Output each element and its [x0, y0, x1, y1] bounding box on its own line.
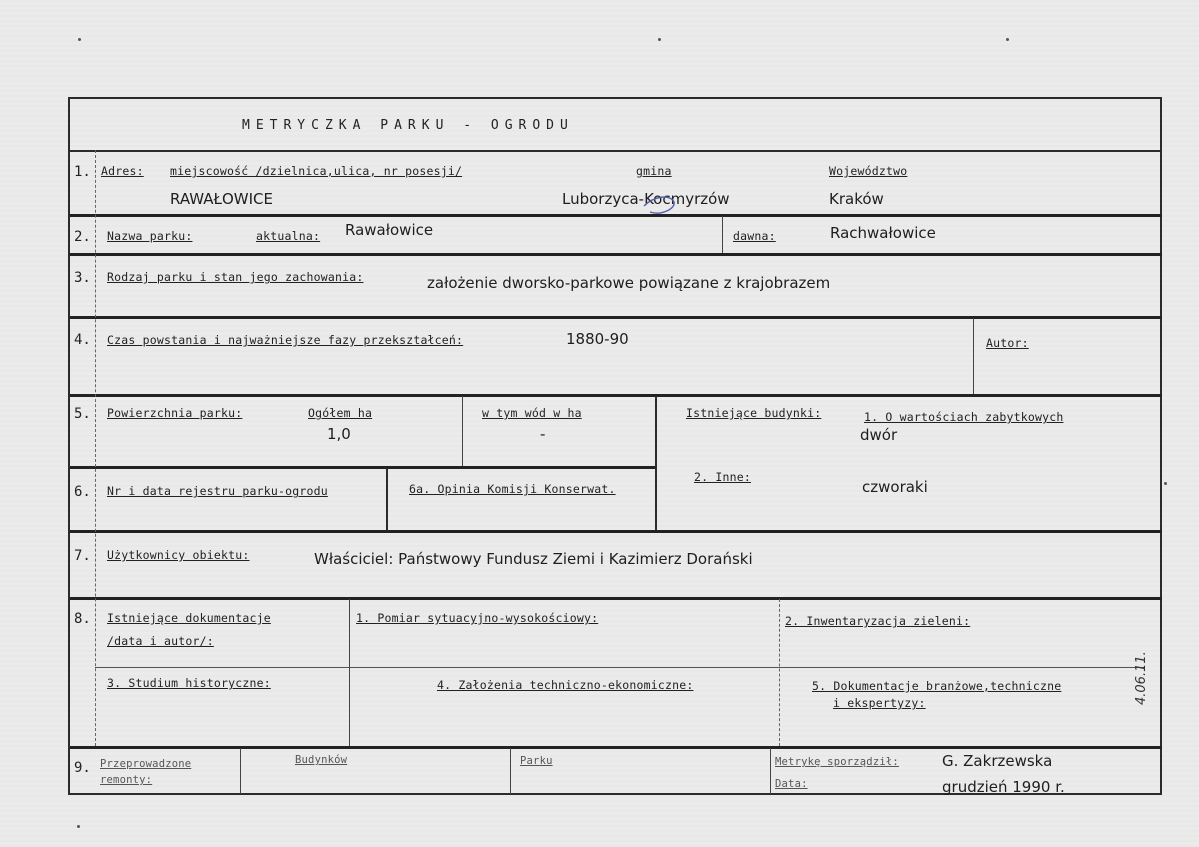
section-5-number: 5. [74, 406, 91, 422]
pomiar-label: 1. Pomiar sytuacyjno-wysokościowy: [356, 611, 599, 625]
powierzchnia-label: Powierzchnia parku: [107, 406, 243, 420]
scan-speck [658, 38, 661, 41]
miejscowosc-label: miejscowość /dzielnica,ulica, nr posesji/ [170, 164, 463, 178]
budynkow-label: Budynków [295, 754, 348, 766]
section-4-number: 4. [74, 332, 91, 348]
rule-title [70, 150, 1162, 152]
rodzaj-parku-value: założenie dworsko-parkowe powiązane z krajobrazem [427, 274, 831, 292]
budynki-inne-label: 2. Inne: [694, 470, 751, 484]
rule-8 [70, 746, 1162, 749]
rule-5 [70, 466, 656, 469]
wojewodztwo-label: Województwo [829, 164, 908, 178]
rule-v-9a [240, 748, 241, 794]
scan-speck [78, 38, 81, 41]
section-7-number: 7. [74, 548, 91, 564]
scan-speck [1164, 482, 1167, 485]
rule-4 [70, 394, 1162, 397]
scan-speck [1006, 38, 1009, 41]
data-value: grudzień 1990 r. [942, 778, 1065, 796]
dawna-label: dawna: [733, 229, 776, 243]
number-column-rule [95, 150, 96, 746]
wod-label: w tym wód w ha [482, 406, 582, 420]
adres-label: Adres: [101, 164, 144, 178]
studium-label: 3. Studium historyczne: [107, 676, 271, 690]
rule-v-8b [779, 599, 780, 746]
dokumentacje-label-2: /data i autor/: [107, 634, 214, 648]
remonty-label: Przeprowadzone [100, 758, 192, 770]
section-9-number: 9. [74, 760, 91, 776]
sporzadzil-value: G. Zakrzewska [942, 752, 1053, 770]
gmina-value: Luborzyca-Kocmyrzów [562, 190, 730, 208]
autor-label: Autor: [986, 336, 1029, 350]
section-3-number: 3. [74, 270, 91, 286]
ogolem-label: Ogółem ha [308, 406, 373, 420]
card-title: METRYCZKA PARKU - OGRODU [242, 118, 574, 133]
wojewodztwo-value: Kraków [829, 190, 884, 208]
inwentaryzacja-label: 2. Inwentaryzacja zieleni: [785, 614, 971, 628]
rejestr-label: Nr i data rejestru parku-ogrodu [107, 484, 328, 498]
parku-label: Parku [520, 755, 553, 767]
rule-1 [70, 214, 1162, 217]
section-8-number: 8. [74, 611, 91, 627]
rule-v-6 [386, 468, 388, 530]
nazwa-parku-label: Nazwa parku: [107, 229, 193, 243]
opinia-komisji-label: 6a. Opinia Komisji Konserwat. [409, 482, 616, 496]
budynki-inne-value: czworaki [862, 478, 928, 496]
rodzaj-parku-label: Rodzaj parku i stan jego zachowania: [107, 270, 364, 284]
uzytkownicy-label: Użytkownicy obiektu: [107, 548, 250, 562]
rule-3 [70, 316, 1162, 319]
czas-powstania-label: Czas powstania i najważniejsze fazy przekształceń: [107, 333, 464, 347]
handwritten-side-note: 4.06.11. [1134, 651, 1149, 705]
remonty-label-2: remonty: [100, 774, 153, 786]
scan-speck [77, 825, 80, 828]
budynki-zabytkowe-label: 1. O wartościach zabytkowych [864, 410, 1064, 424]
rule-v-5a [462, 396, 463, 466]
rule-6 [70, 530, 1162, 533]
aktualna-value: Rawałowice [345, 221, 434, 239]
rule-8a [95, 667, 1145, 668]
ogolem-value: 1,0 [327, 425, 351, 443]
gmina-label: gmina [636, 164, 672, 178]
pen-mark-icon [640, 186, 680, 220]
dokumentacje-branzowe-label: 5. Dokumentacje branżowe,techniczne [812, 679, 1062, 693]
section-6-number: 6. [74, 484, 91, 500]
miejscowosc-value: RAWAŁOWICE [170, 190, 273, 208]
budynki-label: Istniejące budynki: [686, 406, 822, 420]
dawna-value: Rachwałowice [830, 224, 936, 242]
rule-v-4 [973, 318, 974, 394]
wod-value: - [540, 425, 546, 443]
rule-7 [70, 597, 1162, 600]
ekspertyzy-label: i ekspertyzy: [833, 696, 926, 710]
budynki-zabytkowe-value: dwór [860, 426, 898, 444]
rule-v-2 [722, 216, 723, 253]
zalozenia-label: 4. Założenia techniczno-ekonomiczne: [437, 678, 694, 692]
czas-powstania-value: 1880-90 [566, 330, 629, 348]
section-1-number: 1. [74, 164, 91, 180]
rule-v-8a [349, 599, 350, 746]
sporzadzil-label: Metrykę sporządził: [775, 756, 899, 768]
rule-v-9c [770, 748, 771, 794]
data-label: Data: [775, 778, 808, 790]
rule-v-5b [655, 396, 657, 530]
dokumentacje-label: Istniejące dokumentacje [107, 611, 271, 625]
rule-2 [70, 253, 1162, 256]
rule-v-9b [510, 748, 511, 794]
section-2-number: 2. [74, 229, 91, 245]
aktualna-label: aktualna: [256, 229, 321, 243]
uzytkownicy-value: Właściciel: Państwowy Fundusz Ziemi i Kazimierz Dorański [314, 550, 753, 568]
